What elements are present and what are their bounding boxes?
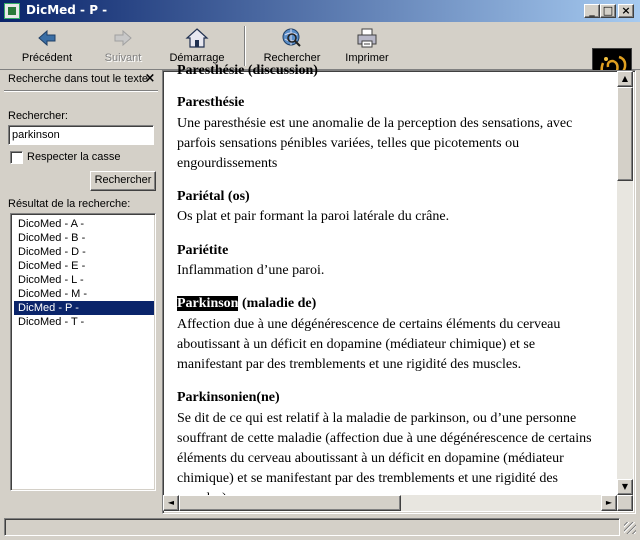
definition-content [165, 63, 619, 495]
divider [4, 90, 158, 92]
toolbar [0, 22, 640, 70]
toolbar-separator [244, 26, 246, 66]
entry-word: Parkinsonien(ne) [177, 390, 280, 405]
list-item[interactable]: DicoMed - D - [18, 246, 86, 258]
results-list[interactable] [10, 213, 156, 491]
clipped-heading: Paresthésie (discussion) [177, 63, 318, 78]
search-panel-close-icon[interactable]: × [144, 71, 156, 86]
vertical-scroll-thumb[interactable] [617, 87, 633, 181]
list-item[interactable]: DicoMed - T - [18, 316, 85, 328]
search-toolbar-label: Rechercher [263, 52, 321, 64]
title-bar [0, 0, 640, 22]
entry-word: Paresthésie [177, 95, 245, 110]
list-item[interactable]: DicoMed - B - [18, 232, 86, 244]
search-input[interactable] [8, 125, 154, 145]
entry-definition: Affection due à une dégénérescence de certains éléments du cerveau aboutissant à un déficit en dopamine (médiateur chimique) et se manifestant par des tremblements et une rigidité des muscles. [177, 317, 561, 372]
horizontal-scroll-thumb[interactable] [179, 495, 401, 511]
back-arrow-icon [35, 27, 59, 49]
scroll-corner [617, 495, 633, 511]
status-bar [2, 516, 638, 538]
back-button[interactable] [12, 25, 82, 69]
entry-definition: Une paresthésie est une anomalie de la perception des sensations, avec parfois sensations pénibles variées, telles que picotements ou engourdissements [177, 116, 573, 171]
forward-arrow-icon [111, 27, 135, 49]
search-panel [2, 70, 160, 516]
list-item[interactable]: DicoMed - E - [18, 260, 86, 272]
search-panel-title: Recherche dans tout le texte [8, 73, 149, 85]
results-label: Résultat de la recherche: [8, 198, 131, 210]
printer-icon [355, 27, 379, 49]
forward-label: Suivant [104, 52, 142, 64]
scroll-right-button[interactable]: ► [601, 495, 617, 511]
match-case-label: Respecter la casse [27, 151, 121, 163]
print-button[interactable] [334, 25, 400, 69]
entry-definition: Inflammation d’une paroi. [177, 263, 325, 278]
search-label: Rechercher: [8, 110, 68, 122]
close-button[interactable]: × [618, 4, 634, 18]
resize-grip-icon[interactable] [624, 522, 636, 534]
list-item[interactable]: DicoMed - M - [18, 288, 88, 300]
maximize-button[interactable]: □ [600, 4, 616, 18]
back-label: Précédent [21, 52, 73, 64]
scroll-up-button[interactable]: ▲ [617, 71, 633, 87]
content-pane [162, 63, 636, 514]
home-icon [185, 27, 209, 49]
search-button[interactable]: Rechercher [90, 171, 156, 191]
status-field [4, 518, 620, 536]
vertical-scrollbar[interactable] [617, 71, 633, 495]
window-title: DicMed - P - [26, 3, 108, 17]
list-item[interactable]: DicoMed - A - [18, 218, 85, 230]
search-highlight: Parkinson [177, 296, 239, 311]
entry-word-rest: (maladie de) [238, 296, 317, 311]
app-icon[interactable] [4, 3, 20, 19]
match-case-checkbox[interactable] [10, 151, 23, 164]
list-item-selected[interactable]: DicMed - P - [14, 301, 154, 315]
entry-definition: Os plat et pair formant la paroi latérale du crâne. [177, 209, 450, 224]
entry-definition: Se dit de ce qui est relatif à la maladie de parkinson, ou d’une personne souffrant de cette maladie (affection due à une dégénérescence de certains éléments du cerveau aboutissant à un déficit en dopamine (médiateur chimique) et se manifestant par des tremblements et une rigidité des [177, 411, 592, 486]
entry-word: Pariétite [177, 243, 229, 258]
list-item[interactable]: DicoMed - L - [18, 274, 84, 286]
print-label: Imprimer [345, 52, 389, 64]
horizontal-scrollbar[interactable] [163, 495, 617, 511]
entry-word-highlighted [177, 296, 316, 312]
search-globe-icon [280, 27, 304, 49]
minimize-button[interactable]: _ [584, 4, 600, 18]
scroll-down-button[interactable]: ▼ [617, 479, 633, 495]
entry-word: Pariétal (os) [177, 189, 250, 204]
scroll-left-button[interactable]: ◄ [163, 495, 179, 511]
forward-button[interactable] [88, 25, 158, 69]
home-label: Démarrage [169, 52, 225, 64]
search-panel-header [4, 72, 158, 88]
